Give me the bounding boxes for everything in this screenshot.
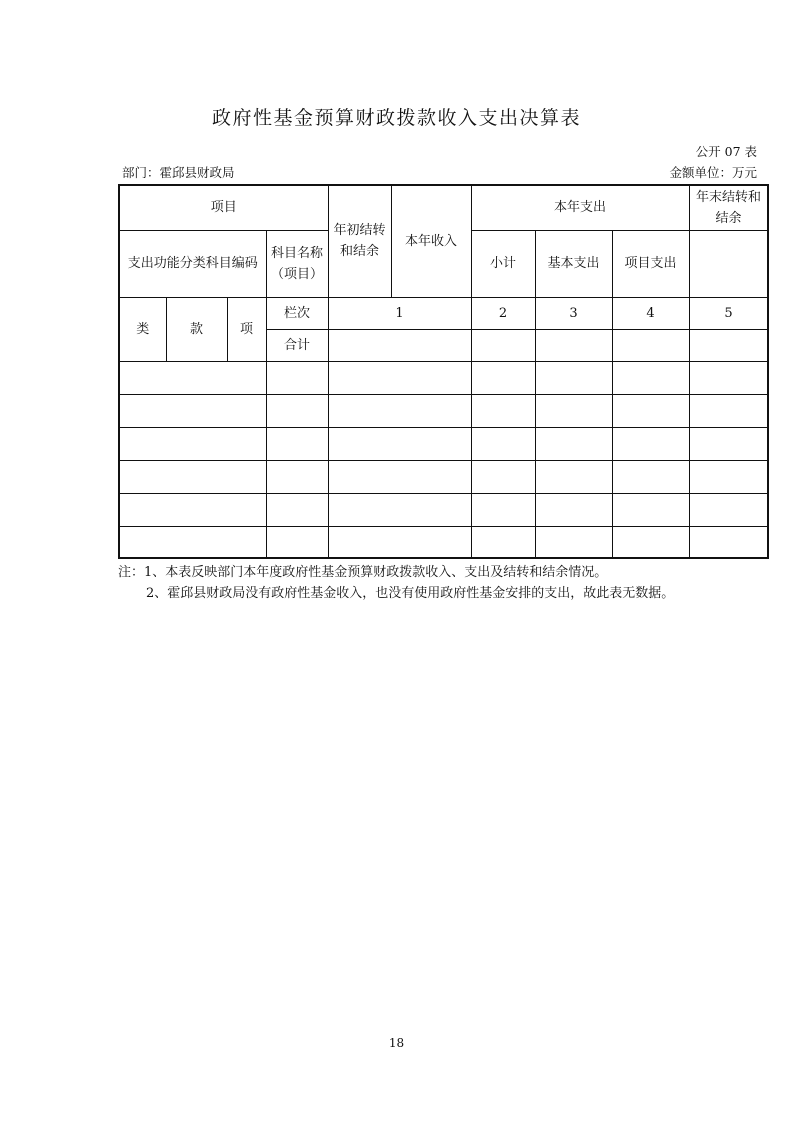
header-closing-empty: [689, 230, 768, 297]
header-total: 合计: [266, 329, 328, 361]
form-number: 公开 07 表: [695, 144, 757, 159]
table-row: [119, 394, 768, 427]
table-row: [119, 361, 768, 394]
header-func-code: 支出功能分类科目编码: [119, 230, 266, 297]
header-subtotal: 小计: [471, 230, 535, 297]
header-basic: 基本支出: [535, 230, 612, 297]
column-number-4: 4: [612, 297, 689, 329]
table-row: [119, 460, 768, 493]
header-column-no: 栏次: [266, 297, 328, 329]
column-number-1: 1: [328, 297, 471, 329]
note-1: 注：1、本表反映部门本年度政府性基金预算财政拨款收入、支出及结转和结余情况。: [118, 565, 608, 580]
column-number-5: 5: [689, 297, 768, 329]
table-row: [119, 526, 768, 558]
header-closing-balance: 年末结转和结余: [689, 185, 768, 230]
column-number-3: 3: [535, 297, 612, 329]
header-expenditure: 本年支出: [471, 185, 689, 230]
header-kuan: 款: [166, 297, 227, 361]
header-item: 项目: [119, 185, 328, 230]
header-income: 本年收入: [391, 185, 471, 297]
header-xiang: 项: [227, 297, 266, 361]
table-row: [119, 493, 768, 526]
header-opening-balance: 年初结转和结余: [328, 185, 391, 297]
table-row: [119, 427, 768, 460]
page-title: 政府性基金预算财政拨款收入支出决算表: [211, 107, 581, 129]
header-lei: 类: [119, 297, 166, 361]
notes: [118, 562, 718, 604]
column-number-2: 2: [471, 297, 535, 329]
budget-table: [118, 184, 769, 559]
page-number: 18: [388, 1036, 405, 1050]
note-2: 2、霍邱县财政局没有政府性基金收入，也没有使用政府性基金安排的支出，故此表无数据。: [146, 586, 675, 601]
header-project: 项目支出: [612, 230, 689, 297]
header-subject-name: 科目名称（项目）: [266, 230, 328, 297]
department-label: 部门：霍邱县财政局: [122, 165, 235, 180]
unit-label: 金额单位：万元: [669, 165, 757, 180]
